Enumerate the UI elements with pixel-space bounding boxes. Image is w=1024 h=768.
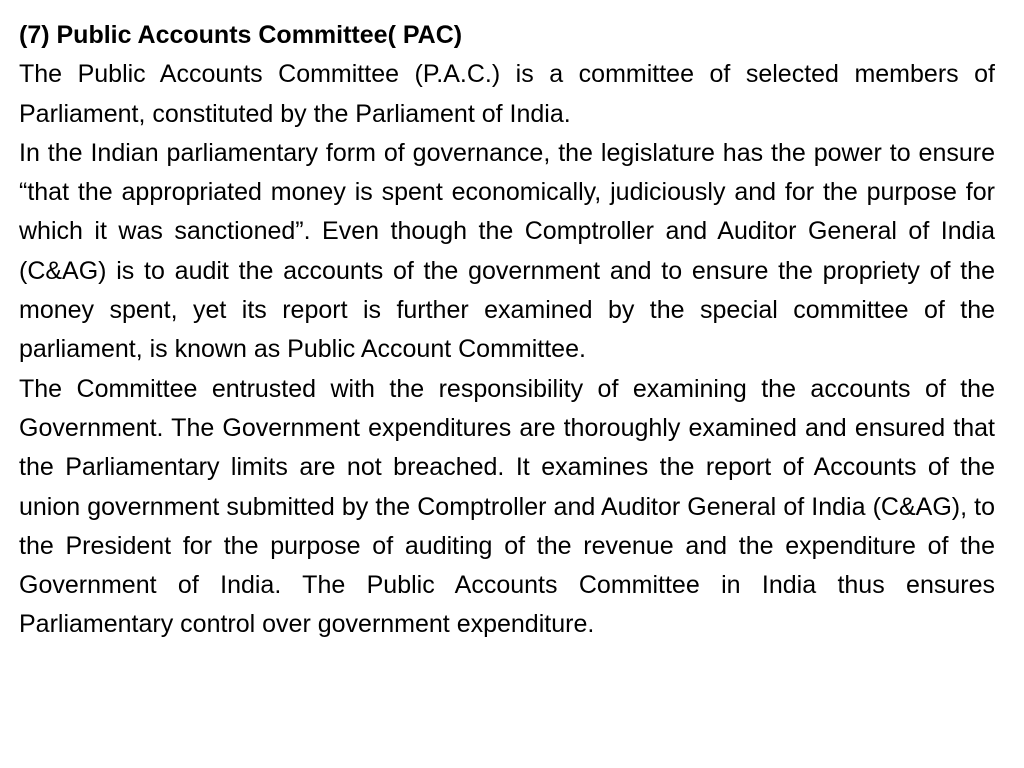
slide-content [19, 16, 995, 645]
paragraph-responsibility: The Committee entrusted with the responsibility of examining the accounts of the Government. The Government expenditures are thoroughly examined and ensured that the Parliamentary limits are not breached. It examines the report of Accounts of the union government submitted by the Comptroller and Auditor General of India (C&AG), to the President for the purpose of auditing of the revenue and the expenditure of the Government of India. The Public Accounts Committee in India thus ensures Parliamentary control over government expenditure. [19, 374, 995, 639]
paragraph-definition: The Public Accounts Committee (P.A.C.) is a committee of selected members of Parliament, constituted by the Parliament of India. [19, 60, 995, 128]
slide-heading: (7) Public Accounts Committee( PAC) [19, 21, 463, 49]
paragraph-governance: In the Indian parliamentary form of governance, the legislature has the power to ensure “that the appropriated money is spent economically, judiciously and for the purpose for which it was sanctioned”. Even though the Comptroller and Auditor General of India (C&AG) is to audit the accounts of the government and to ensure the propriety of the money spent, yet its report is further examined by the special committee of the parliament, is known as Public Account Committee. [19, 138, 995, 364]
